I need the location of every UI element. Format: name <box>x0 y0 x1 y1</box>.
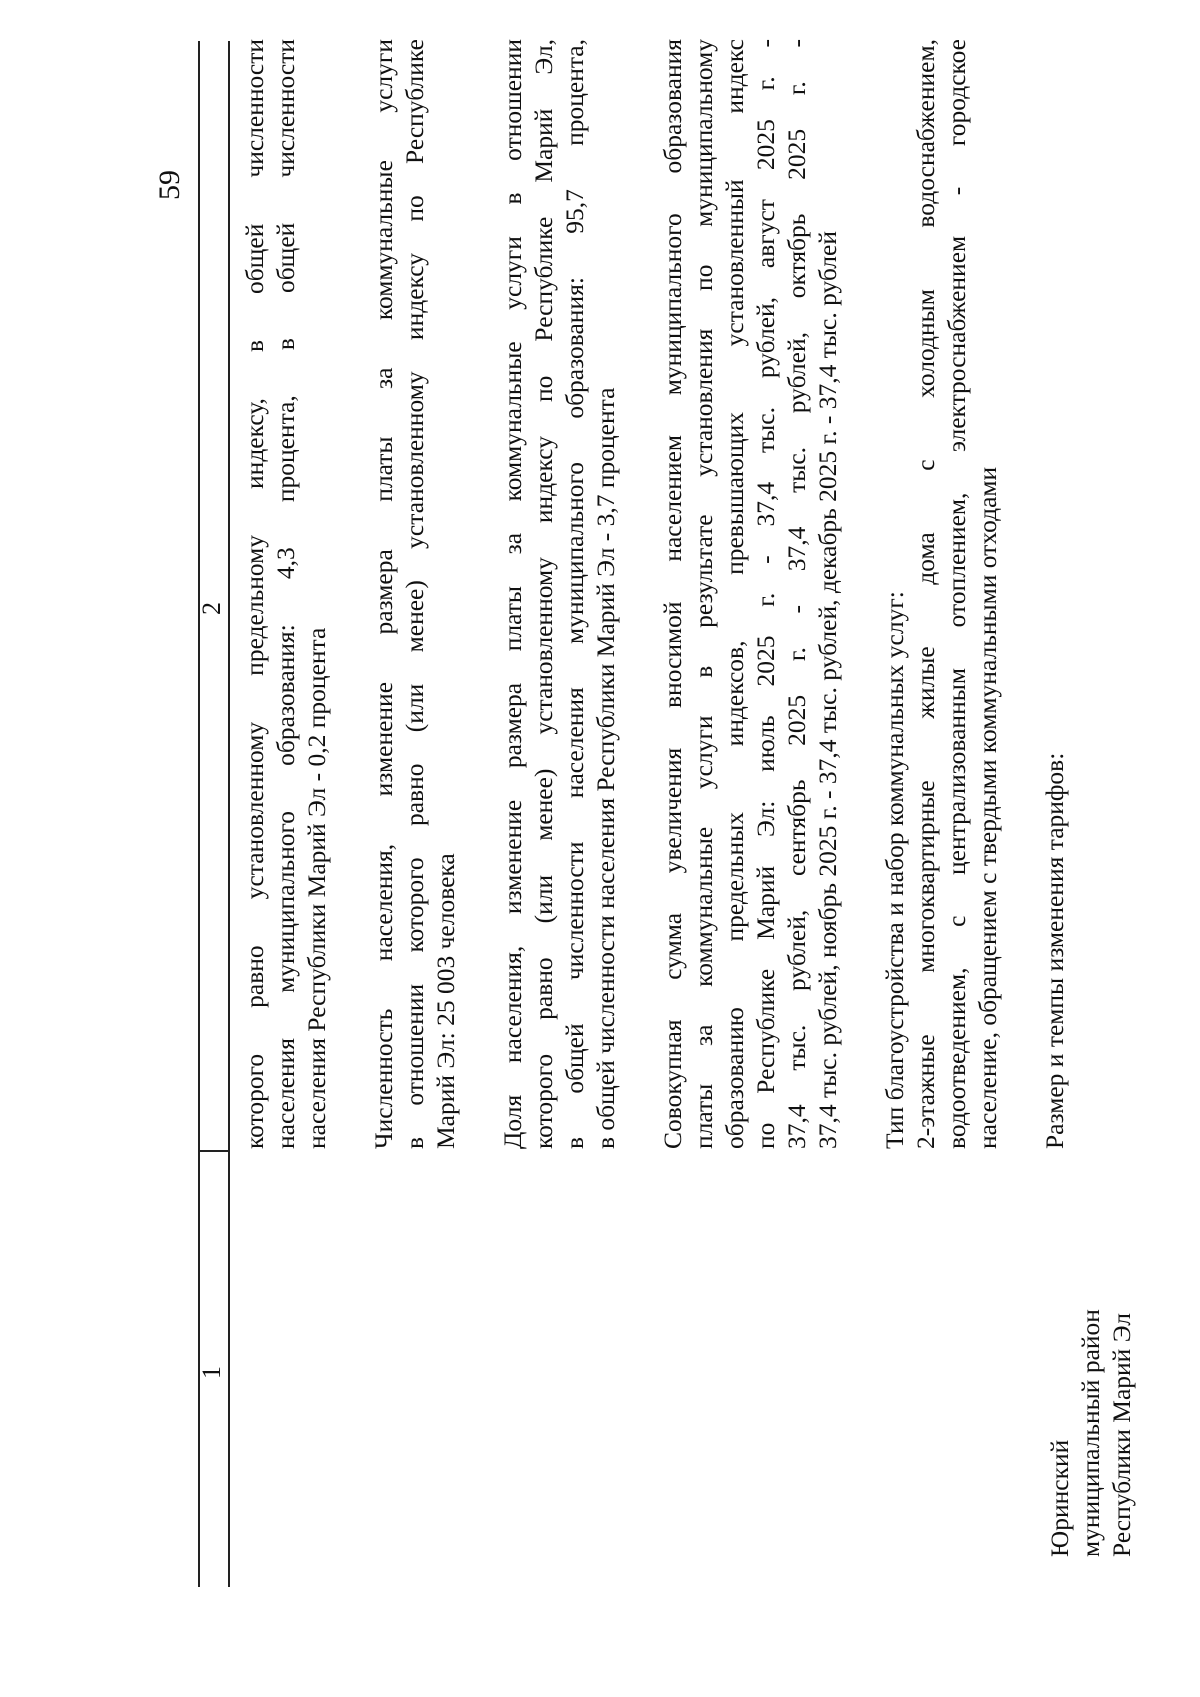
text-line: населения муниципального образования: 4,3 процента, в общей численности <box>271 39 300 1149</box>
text-line: в отношении которого равно (или менее) установленному индексу по Республике <box>400 39 429 1149</box>
table-header-divider <box>228 41 230 1587</box>
text-line: 37,4 тыс. рублей, сентябрь 2025 г. - 37,4 тыс. рублей, октябрь 2025 г. - <box>782 39 811 1149</box>
text-line: которого равно установленному предельному индексу, в общей численности <box>240 39 269 1149</box>
page-number: 59 <box>153 170 186 200</box>
column-header-1: 1 <box>197 1366 226 1379</box>
table-top-border <box>198 41 200 1587</box>
text-line: Тип благоустройства и набор коммунальных услуг: <box>880 591 909 1149</box>
region-name <box>1044 1157 1137 1557</box>
paragraph-housing-type <box>879 39 1003 1149</box>
column-header-2: 2 <box>197 602 226 615</box>
text-line: населения Республики Марий Эл - 0,2 процента <box>302 627 331 1149</box>
text-line: которого равно (или менее) установленному индексу по Республике Марий Эл, <box>529 39 558 1149</box>
paragraph-population-share <box>497 39 621 1149</box>
text-line: Размер и темпы изменения тарифов: <box>1040 752 1069 1149</box>
paragraph-tariff-size <box>1039 39 1070 1149</box>
table-column-divider <box>198 1150 230 1152</box>
text-line: Доля населения, изменение размера платы за коммунальные услуги в отношении <box>498 39 527 1149</box>
text-line: в общей численности населения Республики Марий Эл - 3,7 процента <box>591 387 620 1149</box>
paragraph-share-above-index <box>239 39 332 1149</box>
text-line: в общей численности населения муниципального образования: 95,7 процента, <box>560 39 589 1149</box>
region-name-line: Республики Марий Эл <box>1107 1313 1136 1557</box>
region-name-line: Юринский <box>1045 1439 1074 1557</box>
region-name-line: муниципальный район <box>1076 1309 1105 1557</box>
text-line: по Республике Марий Эл: июль 2025 г. - 37,4 тыс. рублей, август 2025 г. - <box>751 39 780 1149</box>
text-line: Марий Эл: 25 003 человека <box>431 853 460 1149</box>
text-line: платы за коммунальные услуги в результате установления по муниципальному <box>689 39 718 1149</box>
text-line: 37,4 тыс. рублей, ноябрь 2025 г. - 37,4 тыс. рублей, декабрь 2025 г. - 37,4 тыс. рублей <box>813 231 842 1149</box>
paragraph-population-count <box>368 39 461 1149</box>
text-line: водоотведением, с централизованным отоплением, электроснабжением - городское <box>942 39 971 1149</box>
text-line: 2-этажные многоквартирные жилые дома с холодным водоснабжением, <box>911 39 940 1149</box>
text-line: Совокупная сумма увеличения вносимой населением муниципального образования <box>658 39 687 1149</box>
paragraph-total-increase <box>657 39 843 1149</box>
text-line: население, обращением с твердыми коммунальными отходами <box>973 466 1002 1149</box>
text-line: образованию предельных индексов, превышающих установленный индекс <box>720 39 749 1149</box>
text-line: Численность населения, изменение размера платы за коммунальные услуги <box>369 39 398 1149</box>
column-2-content <box>239 39 1106 1149</box>
